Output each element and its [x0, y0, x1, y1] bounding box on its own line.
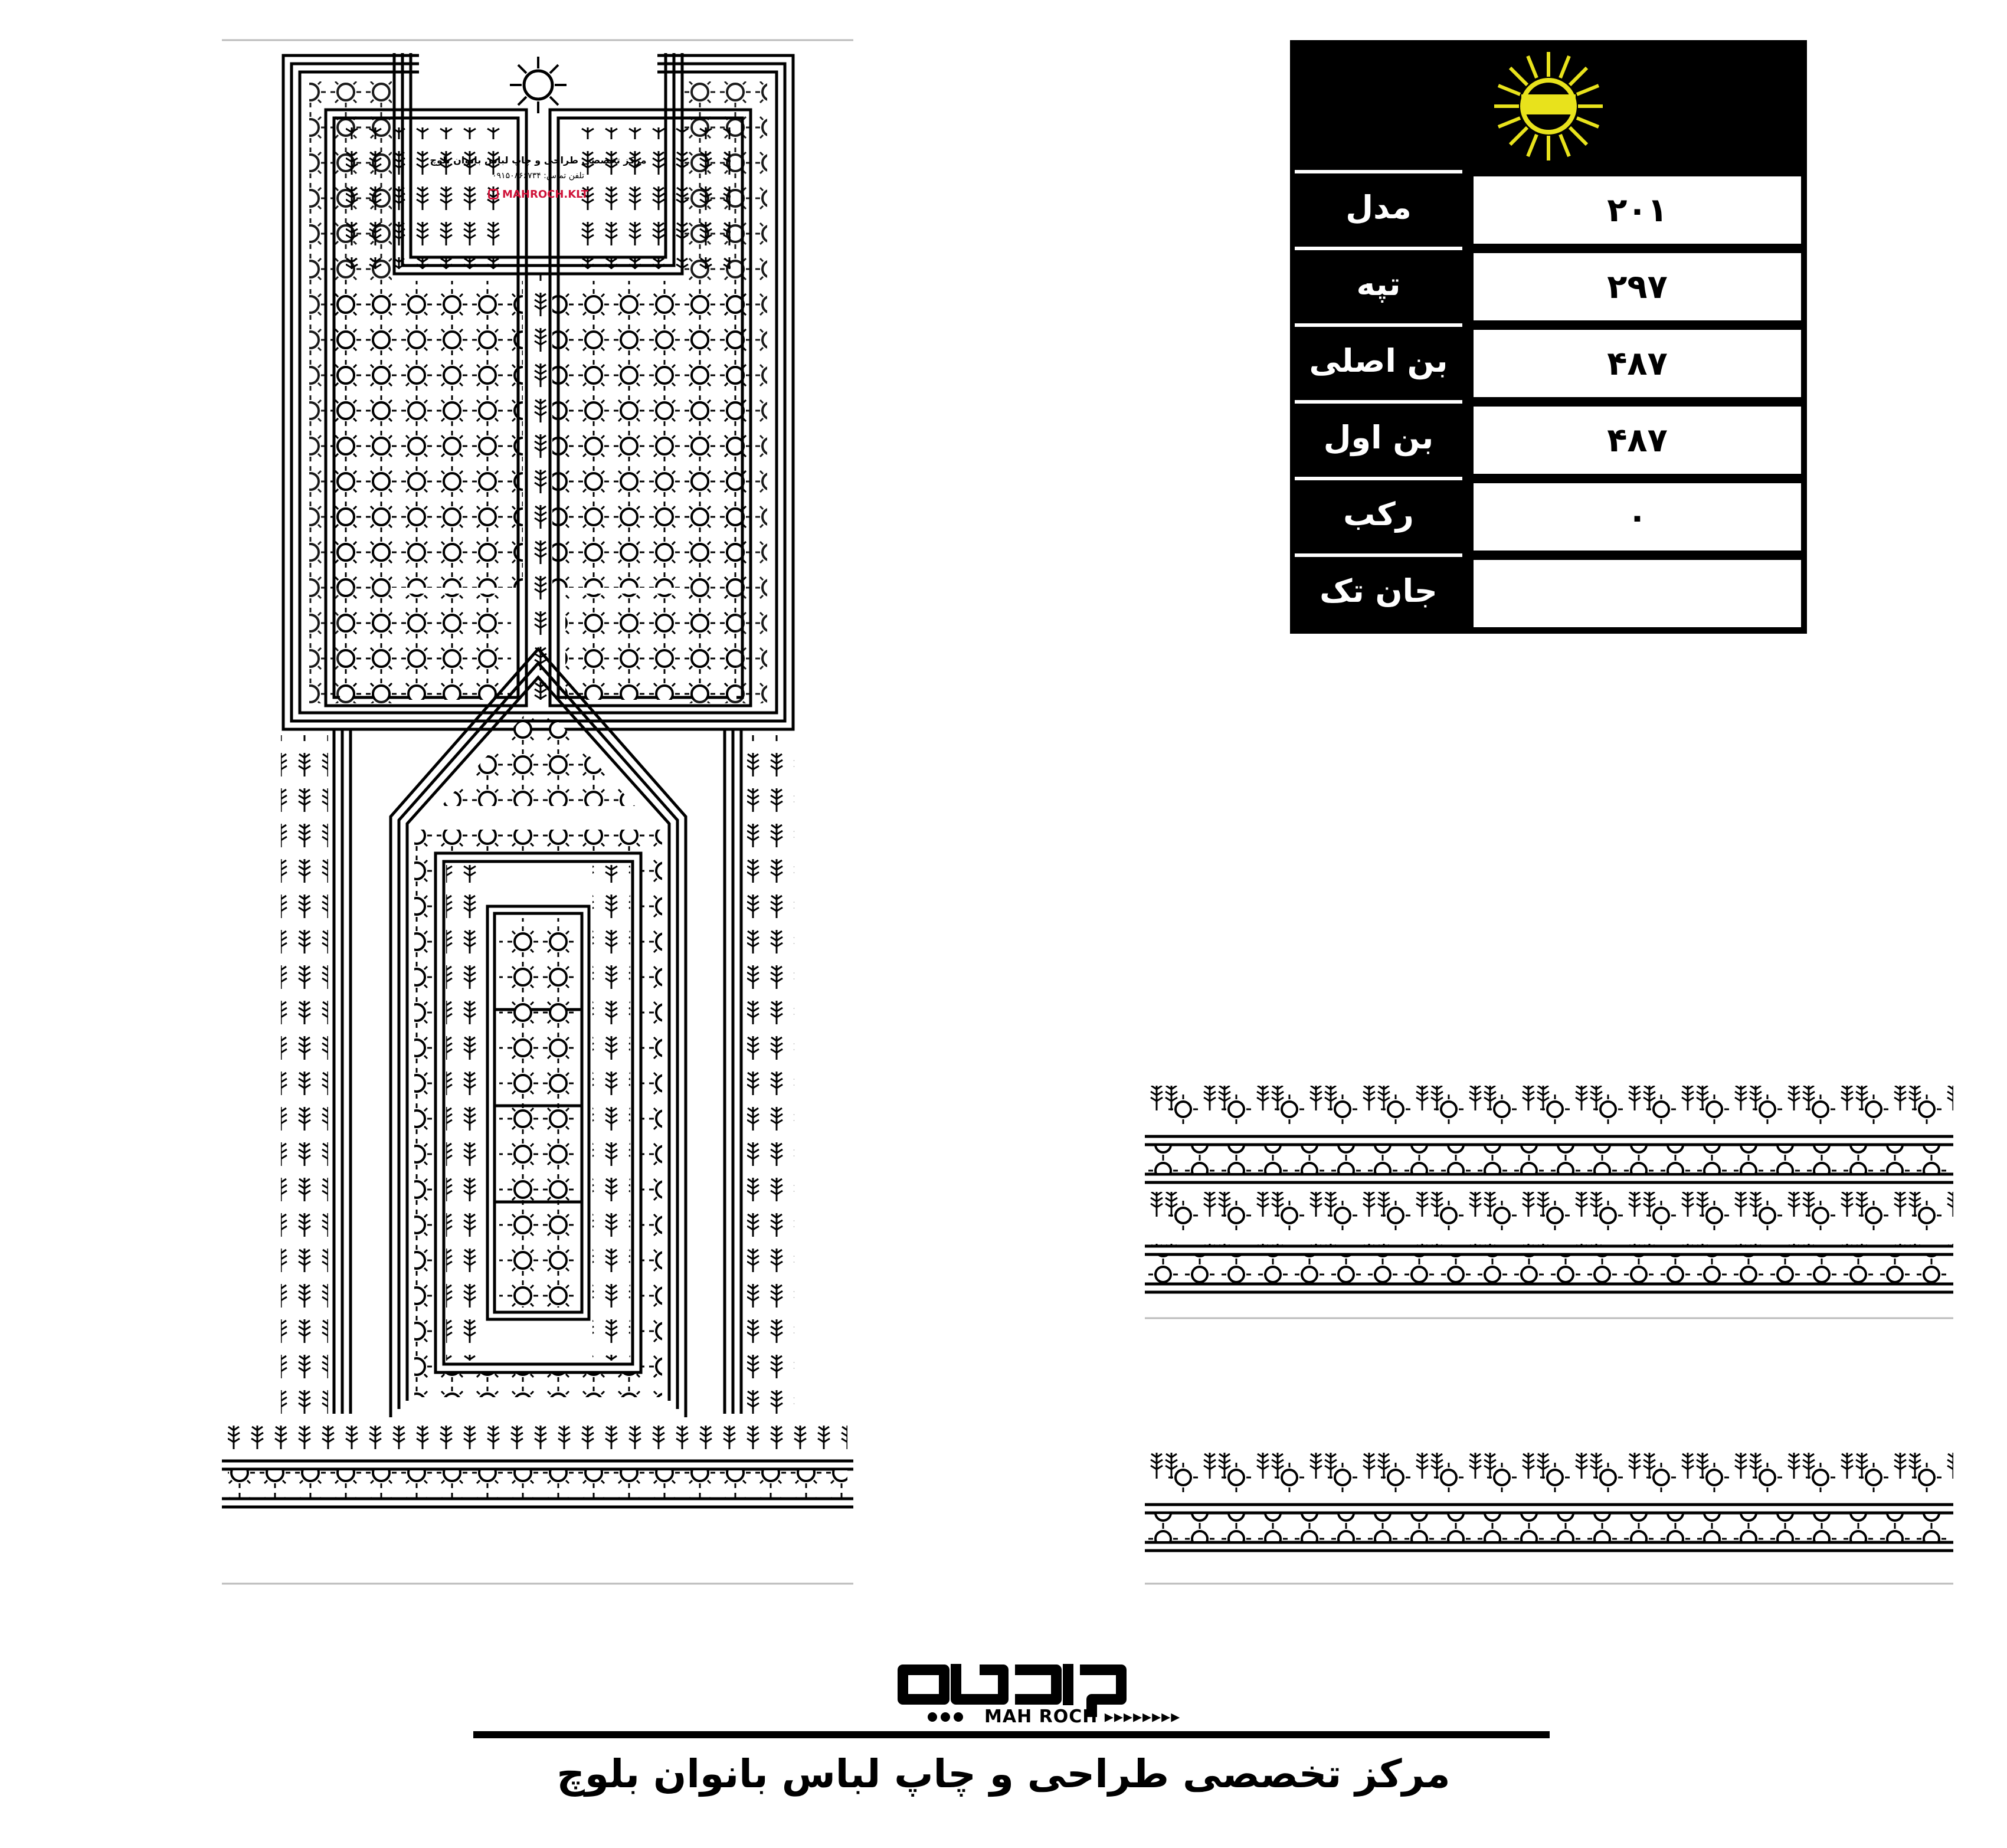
spec-row-jan-tak: [1290, 556, 1807, 625]
spec-table-logo: [1290, 40, 1807, 172]
spec-label-ban-asli: بن اصلی: [1309, 342, 1448, 379]
border-strip-double-svg: [1145, 1080, 1953, 1322]
spec-label-model: مدل: [1345, 188, 1412, 226]
neck-tag-line2: تلفن تماس: ۰۹۱۵۰۸۶۶۷۳۴: [492, 171, 584, 181]
footer-title: مرکز تخصصی طراحی و چاپ لباس بانوان بلوچ: [556, 1751, 1451, 1797]
spec-row-rekab: [1290, 479, 1807, 549]
spec-value-rekab: ۰: [1474, 483, 1801, 551]
spec-row-tape: [1290, 249, 1807, 319]
spec-table: [1290, 40, 1807, 634]
footer-brand-subtitle: MAH ROCH ▸▸▸▸▸▸▸▸: [984, 1706, 1181, 1727]
sun-logo-icon: [1290, 40, 1807, 172]
neck-tag-instagram-handle: MAHROCH.KLT: [502, 188, 588, 201]
neck-tag-line1: مرکز تخصصی طراحی و چاپ لباس بانوان بلوچ: [430, 155, 647, 166]
spec-label-tape: تپه: [1356, 265, 1401, 303]
spec-value-ban-asli: ۴۸۷: [1474, 330, 1801, 397]
spec-label-jan-tak: جان تک: [1320, 572, 1438, 610]
footer-divider: [473, 1731, 1550, 1738]
border-strip-double: [1145, 1080, 1953, 1322]
spec-row-ban-asli: [1290, 326, 1807, 395]
border-strip-single: [1145, 1448, 1953, 1587]
border-strip-single-svg: [1145, 1448, 1953, 1587]
spec-value-ban-aval: ۴۸۷: [1474, 407, 1801, 474]
instagram-icon: [488, 189, 499, 199]
spec-value-model: ۲۰۱: [1474, 176, 1801, 244]
spec-label-rekab: رکب: [1343, 495, 1414, 533]
spec-value-jan-tak: [1474, 560, 1801, 627]
dress-pattern: [222, 39, 853, 1585]
neck-tag: [428, 51, 648, 240]
spec-label-ban-aval: بن اول: [1323, 418, 1434, 456]
sun-logo-icon: [509, 55, 568, 114]
spec-row-model: [1290, 172, 1807, 242]
dress-pattern-svg: [222, 39, 853, 1585]
spec-row-ban-aval: [1290, 402, 1807, 472]
spec-value-tape: ۲۹۷: [1474, 253, 1801, 320]
neck-tag-instagram: [476, 186, 601, 202]
neck-tag-logo: [509, 55, 568, 114]
